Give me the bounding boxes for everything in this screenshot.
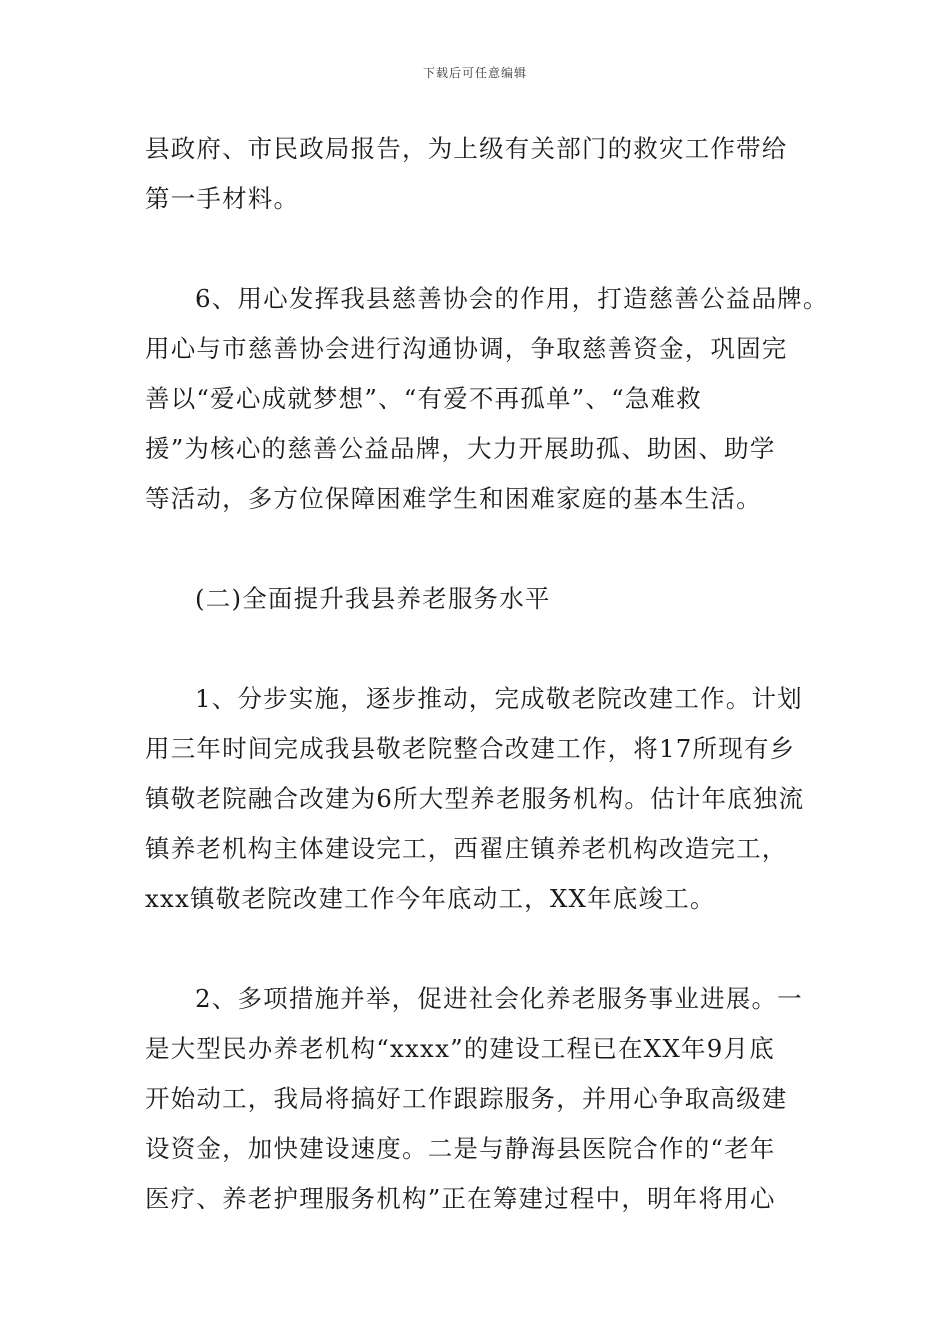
body-line: xxx镇敬老院改建工作今年底动工，XX年底竣工。 xyxy=(145,884,716,913)
body-line: 医疗、养老护理服务机构”正在筹建过程中，明年将用心 xyxy=(145,1184,776,1213)
paragraph-first-line: 6、用心发挥我县慈善协会的作用，打造慈善公益品牌。 xyxy=(195,284,829,313)
page-header: 下载后可任意编辑 xyxy=(422,66,527,80)
body-line: 县政府、市民政局报告，为上级有关部门的救灾工作带给 xyxy=(145,134,788,163)
body-line: 设资金，加快建设速度。二是与静海县医院合作的“老年 xyxy=(145,1134,776,1163)
body-line: 镇敬老院融合改建为6所大型养老服务机构。估计年底独流 xyxy=(145,784,805,813)
body-line: 是大型民办养老机构“xxxx”的建设工程已在XX年9月底 xyxy=(145,1034,775,1063)
body-line: 镇养老机构主体建设完工，西翟庄镇养老机构改造完工， xyxy=(145,834,788,863)
body-line: 善以“爱心成就梦想”、“有爱不再孤单”、“急难救 xyxy=(145,384,702,413)
body-line: 等活动，多方位保障困难学生和困难家庭的基本生活。 xyxy=(145,484,762,513)
body-line: 开始动工，我局将搞好工作跟踪服务，并用心争取高级建 xyxy=(145,1084,788,1113)
section-heading: (二)全面提升我县养老服务水平 xyxy=(195,584,551,613)
body-line: 第一手材料。 xyxy=(145,184,300,213)
body-line: 用三年时间完成我县敬老院整合改建工作，将17所现有乡 xyxy=(145,734,796,763)
body-line: 援”为核心的慈善公益品牌，大力开展助孤、助困、助学 xyxy=(145,434,776,463)
paragraph-first-line: 1、分步实施，逐步推动，完成敬老院改建工作。计划 xyxy=(195,684,803,713)
paragraph-first-line: 2、多项措施并举，促进社会化养老服务事业进展。一 xyxy=(195,984,803,1013)
body-line: 用心与市慈善协会进行沟通协调，争取慈善资金，巩固完 xyxy=(145,334,788,363)
